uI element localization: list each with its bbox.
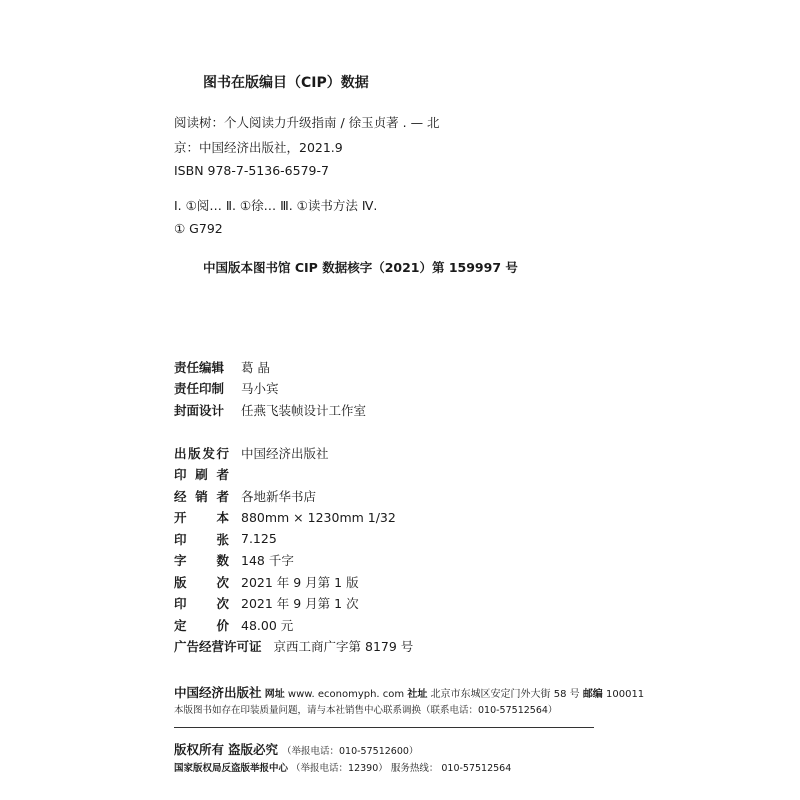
credit-label: 责任印制 bbox=[174, 381, 225, 397]
spec-value: 7.125 bbox=[241, 531, 277, 547]
spec-row bbox=[174, 614, 413, 636]
credit-label: 责任编辑 bbox=[174, 359, 225, 375]
credit-value: 任燕飞装帧设计工作室 bbox=[241, 402, 367, 418]
spec-value: 2021 年 9 月第 1 版 bbox=[241, 574, 359, 590]
class-code: ① G792 bbox=[174, 221, 223, 236]
spec-label: 版 次 bbox=[174, 574, 229, 590]
quality-notice: 本版图书如存在印装质量问题，请与本社销售中心联系调换（联系电话：010-57512564） bbox=[174, 705, 558, 716]
anti-piracy-office: 国家版权局反盗版举报中心 bbox=[174, 763, 289, 774]
postcode-label: 邮编 bbox=[582, 689, 603, 700]
anti-piracy-line bbox=[174, 760, 511, 774]
credit-row bbox=[174, 399, 366, 421]
address: 北京市东城区安定门外大街 58 号 bbox=[430, 689, 580, 700]
spec-row bbox=[174, 636, 413, 658]
report-phone: （举报电话：010-57512600） bbox=[282, 746, 419, 757]
spec-row bbox=[174, 442, 413, 464]
spec-row bbox=[174, 571, 413, 593]
spec-label: 出 版 发 行 bbox=[174, 445, 229, 461]
isbn: ISBN 978-7-5136-6579-7 bbox=[174, 163, 329, 178]
spec-label: 经 销 者 bbox=[174, 488, 229, 504]
credit-value: 葛 晶 bbox=[241, 359, 270, 375]
credit-row bbox=[174, 356, 366, 378]
copyright-line bbox=[174, 740, 418, 758]
spec-label: 字 数 bbox=[174, 553, 229, 569]
spec-value: 2021 年 9 月第 1 次 bbox=[241, 596, 359, 612]
spec-row bbox=[174, 528, 413, 550]
spec-label: 定 价 bbox=[174, 617, 229, 633]
spec-label: 开 本 bbox=[174, 510, 229, 526]
service-hotline-label: 服务热线： bbox=[390, 763, 439, 774]
website-label: 网址 bbox=[264, 689, 285, 700]
cip-title-line: 阅读树：个人阅读力升级指南 / 徐玉贞著 . — 北 bbox=[174, 115, 440, 130]
publisher-info-line bbox=[174, 683, 644, 701]
divider bbox=[174, 727, 594, 728]
address-label: 社址 bbox=[407, 689, 428, 700]
spec-row bbox=[174, 593, 413, 615]
website: www. economyph. com bbox=[287, 689, 405, 700]
publisher-name: 中国经济出版社 bbox=[174, 685, 262, 700]
spec-value: 880mm × 1230mm 1/32 bbox=[241, 509, 396, 525]
anti-piracy-phone: （举报电话：12390） bbox=[291, 763, 388, 774]
spec-row bbox=[174, 464, 413, 486]
cip-title: 图书在版编目（CIP）数据 bbox=[203, 75, 369, 91]
spec-value: 48.00 元 bbox=[241, 617, 294, 633]
service-hotline: 010-57512564 bbox=[441, 763, 512, 774]
spec-row bbox=[174, 550, 413, 572]
spec-value: 148 千字 bbox=[241, 553, 294, 569]
spec-label: 印 张 bbox=[174, 531, 229, 547]
spec-value: 各地新华书店 bbox=[241, 488, 317, 504]
piracy-warning: 盗版必究 bbox=[228, 742, 279, 757]
cip-publisher-line: 京：中国经济出版社，2021.9 bbox=[174, 140, 343, 155]
spec-row bbox=[174, 507, 413, 529]
publication-specs bbox=[174, 442, 413, 657]
spec-row bbox=[174, 485, 413, 507]
credit-value: 马小宾 bbox=[241, 381, 279, 397]
spec-label: 广告经营许可证 bbox=[174, 639, 262, 655]
cip-record-number: 中国版本图书馆 CIP 数据核字（2021）第 159997 号 bbox=[203, 260, 518, 275]
spec-label: 印 刷 者 bbox=[174, 467, 229, 483]
postcode: 100011 bbox=[606, 689, 645, 700]
spec-label: 印 次 bbox=[174, 596, 229, 612]
rights-reserved: 版权所有 bbox=[174, 742, 225, 757]
credit-label: 封面设计 bbox=[174, 402, 225, 418]
subject-classes: Ⅰ. ①阅… Ⅱ. ①徐… Ⅲ. ①读书方法 Ⅳ. bbox=[174, 198, 378, 213]
credit-row bbox=[174, 378, 366, 400]
spec-value: 中国经济出版社 bbox=[241, 445, 329, 461]
editor-credits bbox=[174, 356, 366, 421]
spec-value: 京西工商广字第 8179 号 bbox=[273, 639, 414, 655]
